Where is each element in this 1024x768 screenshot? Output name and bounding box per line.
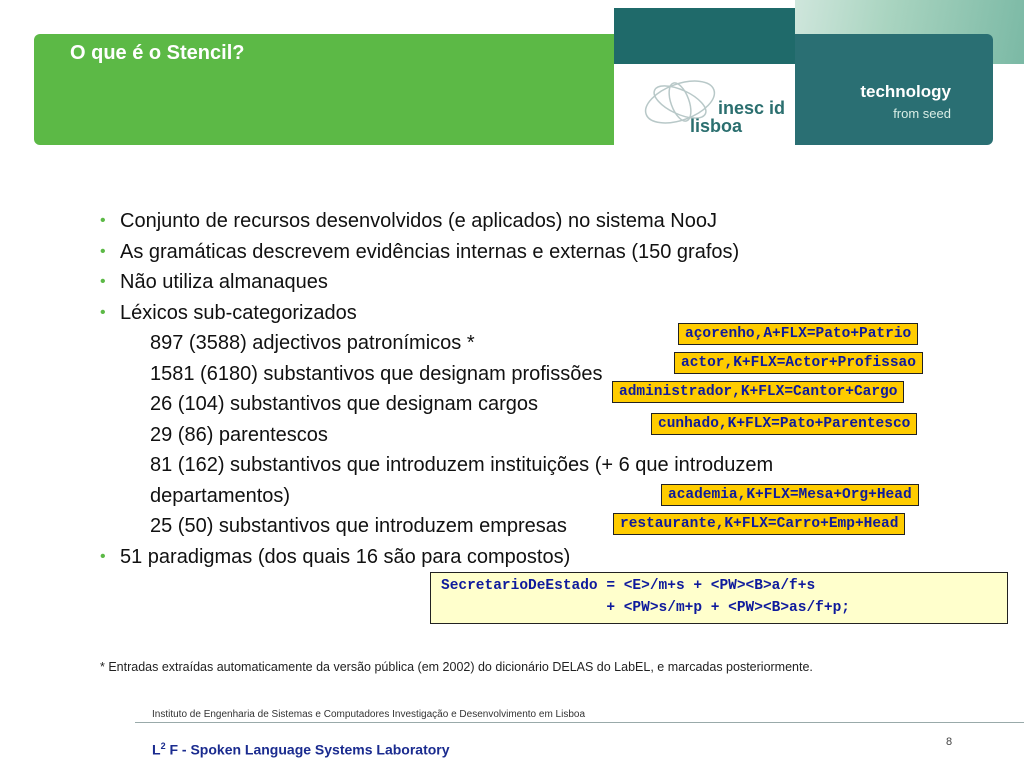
lexicon-entry-parentesco: cunhado,K+FLX=Pato+Parentesco bbox=[651, 413, 917, 435]
footer-divider bbox=[135, 722, 1024, 723]
bullet-dot-icon: • bbox=[100, 547, 106, 565]
bullet-item bbox=[100, 298, 773, 329]
lexicon-entry-patrio: açorenho,A+FLX=Pato+Patrio bbox=[678, 323, 918, 345]
bullet-dot-icon: • bbox=[100, 242, 106, 260]
institute-name: Instituto de Engenharia de Sistemas e Computadores Investigação e Desenvolvimento em Lisboa bbox=[152, 709, 586, 720]
lexicon-entry-emp: restaurante,K+FLX=Carro+Emp+Head bbox=[613, 513, 905, 535]
bullet-text: 51 paradigmas (dos quais 16 são para compostos) bbox=[120, 545, 571, 568]
bullet-text: Léxicos sub-categorizados bbox=[120, 301, 357, 324]
bullet-dot-icon: • bbox=[100, 303, 106, 321]
brand-box bbox=[795, 34, 993, 145]
slide-title: O que é o Stencil? bbox=[70, 42, 245, 64]
code-line: + <PW>s/m+p + <PW><B>as/f+p; bbox=[441, 600, 850, 616]
bullet-item bbox=[100, 542, 773, 573]
bullet-dot-icon: • bbox=[100, 273, 106, 290]
logo-text-inesc: inesc id bbox=[718, 98, 786, 118]
lab-prefix: L bbox=[152, 741, 161, 758]
page-number: 8 bbox=[946, 736, 953, 748]
bullet-dot-icon: • bbox=[100, 212, 106, 229]
sub-item: 29 (86) parentescos bbox=[150, 423, 328, 446]
sub-item: departamentos) bbox=[150, 484, 291, 507]
lexicon-entry-org: academia,K+FLX=Mesa+Org+Head bbox=[661, 484, 919, 506]
lab-sup: 2 bbox=[160, 741, 166, 751]
sub-item: 26 (104) substantivos que designam cargos bbox=[150, 393, 539, 415]
sub-item: 81 (162) substantivos que introduzem instituições (+ 6 que introduzem bbox=[150, 454, 774, 476]
sub-item: 1581 (6180) substantivos que designam profissões bbox=[150, 362, 603, 385]
bullet-item bbox=[100, 237, 773, 268]
sub-item: 897 (3588) adjectivos patronímicos * bbox=[150, 332, 475, 354]
bullet-text: Conjunto de recursos desenvolvidos (e aplicados) no sistema NooJ bbox=[120, 210, 717, 232]
lexicon-entry-cargo: administrador,K+FLX=Cantor+Cargo bbox=[612, 381, 904, 403]
logo-text-lisboa: lisboa bbox=[690, 116, 743, 136]
footnote: * Entradas extraídas automaticamente da versão pública (em 2002) do dicionário DELAS do LabEL, e marcadas posteriormente. bbox=[100, 660, 813, 674]
code-line: SecretarioDeEstado = <E>/m+s + <PW><B>a/f+s bbox=[441, 578, 816, 594]
bullet-item bbox=[100, 267, 773, 298]
bullet-text: As gramáticas descrevem evidências internas e externas (150 grafos) bbox=[120, 240, 740, 263]
bullet-text: Não utiliza almanaques bbox=[120, 271, 328, 293]
lexicon-entry-profissao: actor,K+FLX=Actor+Profissao bbox=[674, 352, 923, 374]
bullet-item bbox=[100, 206, 773, 237]
brand-sub: from seed bbox=[893, 106, 951, 121]
brand-word: technology bbox=[860, 82, 951, 101]
paradigm-code-block bbox=[430, 572, 1008, 624]
lab-name bbox=[152, 741, 450, 758]
lab-rest: F - Spoken Language Systems Laboratory bbox=[165, 741, 450, 758]
sub-item: 25 (50) substantivos que introduzem empresas bbox=[150, 515, 567, 537]
